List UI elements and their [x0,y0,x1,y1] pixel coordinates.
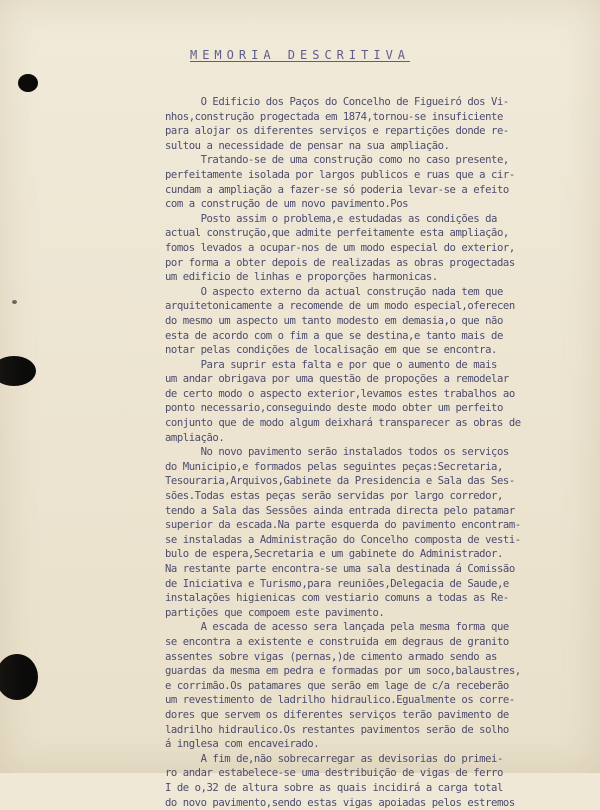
text-line: actual construção,que admite perfeitamente esta ampliação, [165,226,600,241]
text-line: sões.Todas estas peças serão servidas por largo corredor, [165,489,600,504]
text-line: por forma a obter depois de realizadas as obras progectadas [165,256,600,271]
document-title: MEMORIA DESCRITIVA [0,48,600,62]
text-line: ampliação. [165,431,600,446]
text-line: Tratando-se de uma construção como no caso presente, [165,153,600,168]
text-line: arquitetonicamente a recomende de um modo especial,oferecen [165,299,600,314]
text-line: sultou a necessidade de pensar na sua ampliação. [165,139,600,154]
text-line: á inglesa com encaveirado. [165,737,600,752]
text-line: esta de acordo com o fim a que se destina,e tanto mais de [165,329,600,344]
text-line: se instaladas a Administração do Concelho composta de vesti- [165,533,600,548]
text-line: um andar obrigava por uma questão de propoções a remodelar [165,372,600,387]
text-line: ladrilho hidraulico.Os restantes pavimentos serão de solho [165,723,600,738]
text-line: bulo de espera,Secretaria e um gabinete do Administrador. [165,547,600,562]
text-line: de certo modo o aspecto exterior,levamos estes trabalhos ao [165,387,600,402]
text-line: Na restante parte encontra-se uma sala destinada á Comissão [165,562,600,577]
text-line: fomos levados a ocupar-nos de um modo especial do exterior, [165,241,600,256]
text-line: perfeitamente isolada por largos publicos e ruas que a cir- [165,168,600,183]
text-line: se encontra a existente e construida em degraus de granito [165,635,600,650]
text-line: Para suprir esta falta e por que o aumento de mais [165,358,600,373]
text-line: assentes sobre vigas (pernas,)de cimento armado sendo as [165,650,600,665]
text-line: O Edificio dos Paços do Concelho de Figueiró dos Vi- [165,95,600,110]
text-line: notar pelas condições de localisação em que se encontra. [165,343,600,358]
text-line: I de o,32 de altura sobre as quais incidirá a carga total [165,781,600,796]
text-line: O aspecto externo da actual construção nada tem que [165,285,600,300]
text-line: dores que servem os diferentes serviços terão pavimento de [165,708,600,723]
text-line: conjunto que de modo algum deixhará transparecer as obras de [165,416,600,431]
text-line: e corrimão.Os patamares que serão em lage de c/a receberão [165,679,600,694]
text-line: superior da escada.Na parte esquerda do pavimento encontram- [165,518,600,533]
text-line: do mesmo um aspecto um tanto modesto em demasia,o que não [165,314,600,329]
text-line: A escada de acesso sera lançada pela mesma forma que [165,620,600,635]
text-line: ponto necessario,conseguindo deste modo obter um perfeito [165,401,600,416]
text-line: Tesouraria,Arquivos,Gabinete da Presidencia e Sala das Ses- [165,474,600,489]
text-line: partições que compoem este pavimento. [165,606,600,621]
text-line: com a construção de um novo pavimento.Pos [165,197,600,212]
text-line: um revestimento de ladrilho hidraulico.Egualmente os corre- [165,693,600,708]
text-line: Posto assim o problema,e estudadas as condições da [165,212,600,227]
text-line: guardas da mesma em pedra e formadas por um soco,balaustres, [165,664,600,679]
text-line: ro andar estabelece-se uma destribuição de vigas de ferro [165,766,600,781]
text-line: um edificio de linhas e proporções harmonicas. [165,270,600,285]
text-line: do novo pavimento,sendo estas vigas apoiadas pelos estremos [165,796,600,810]
document-body [0,95,600,810]
punch-hole-top [18,74,38,92]
text-line: No novo pavimento serão instalados todos os serviços [165,445,600,460]
text-line: para alojar os diferentes serviços e repartições donde re- [165,124,600,139]
text-line: do Municipio,e formados pelas seguintes peças:Secretaria, [165,460,600,475]
text-line: A fim de,não sobrecarregar as devisorias do primei- [165,752,600,767]
text-line: de Iniciativa e Turismo,para reuniões,Delegacia de Saude,e [165,577,600,592]
text-line: tendo a Sala das Sessões ainda entrada directa pelo patamar [165,504,600,519]
text-line: instalações higienicas com vestiario comuns a todas as Re- [165,591,600,606]
text-line: nhos,construção progectada em 1874,tornou-se insuficiente [165,110,600,125]
text-line: cundam a ampliação a fazer-se só poderia levar-se a efeito [165,183,600,198]
